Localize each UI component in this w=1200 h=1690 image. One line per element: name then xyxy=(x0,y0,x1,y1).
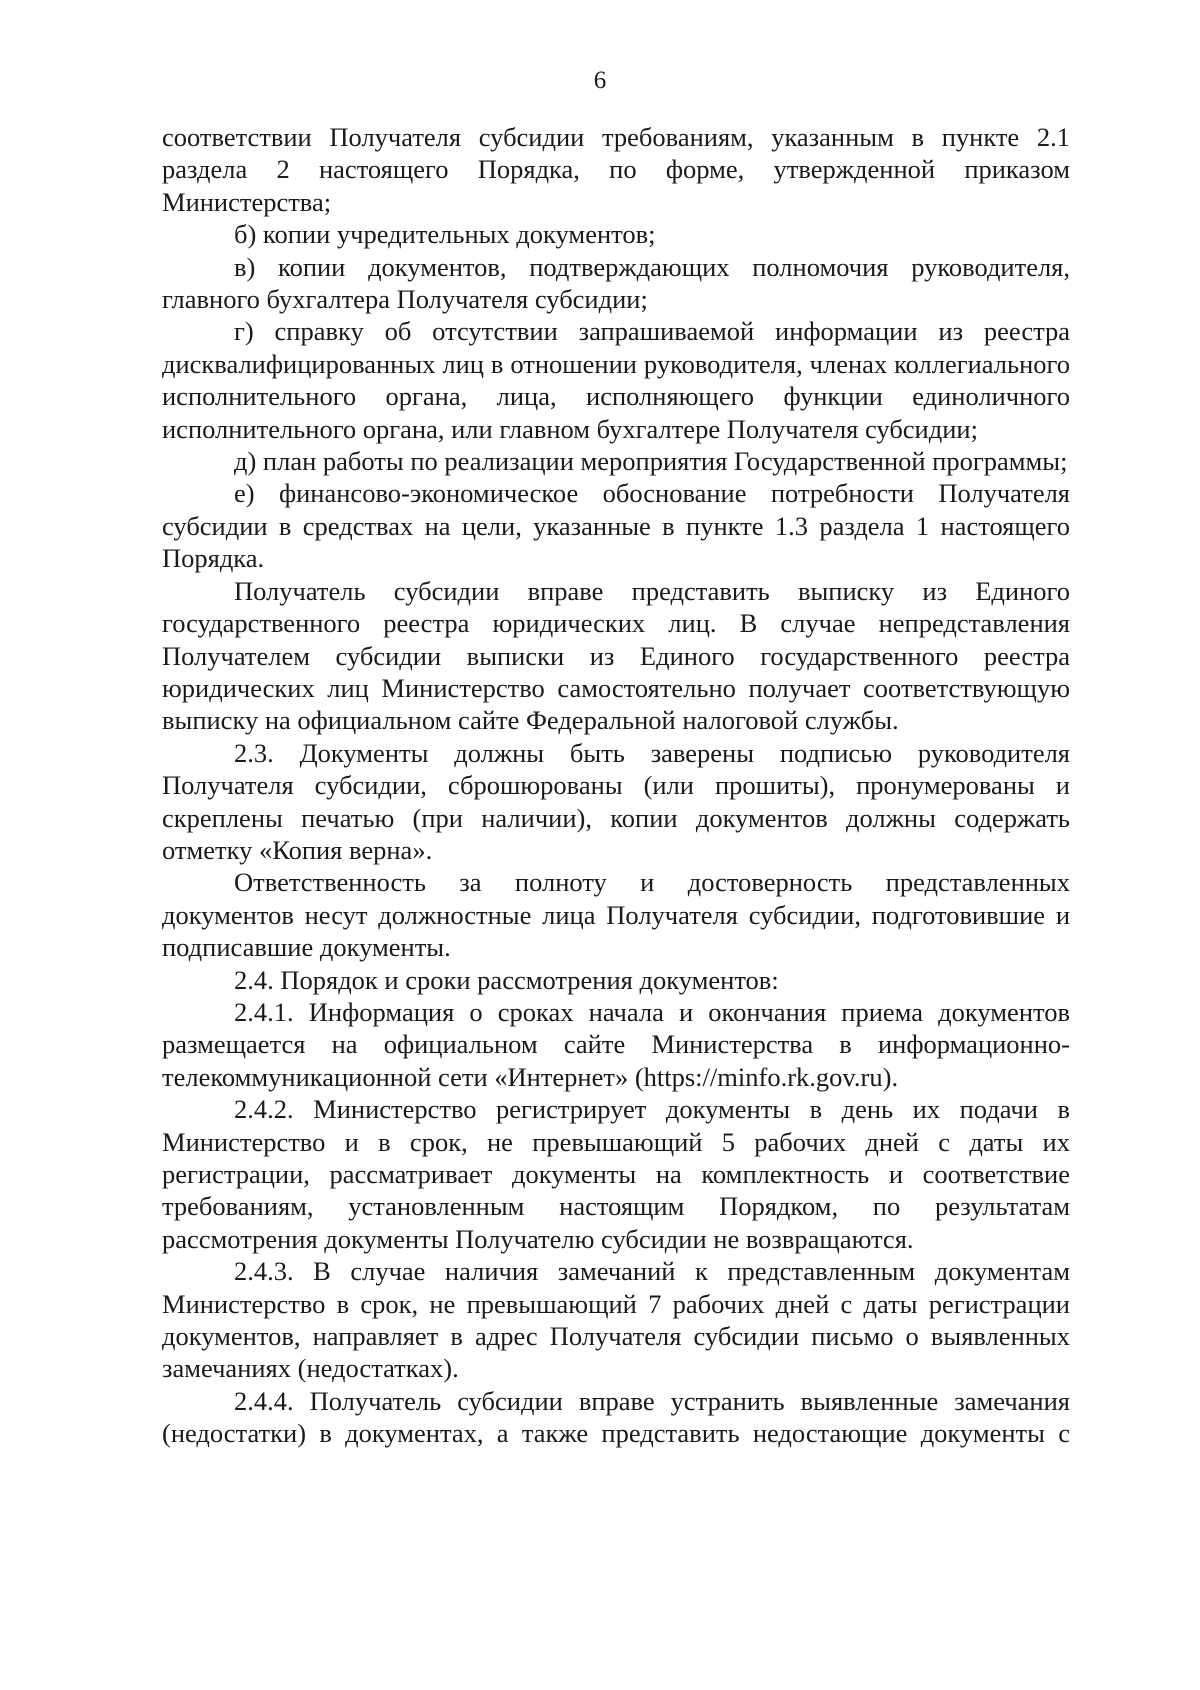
document-body xyxy=(162,121,1070,1450)
list-item-g: г) справку об отсутствии запрашиваемой информации из реестра дисквалифицированных лиц в отношении руководителя, членах коллегиального исполнительного органа, лица, исполняющего функции единоличного исполнительного органа, или главном бухгалтере Получателя субсидии; xyxy=(162,316,1070,444)
paragraph-responsibility: Ответственность за полноту и достоверность представленных документов несут должностные лица Получателя субсидии, подготовившие и подписавшие документы. xyxy=(162,867,1070,963)
list-item-v: в) копии документов, подтверждающих полномочия руководителя, главного бухгалтера Получателя субсидии; xyxy=(162,251,1070,315)
paragraph-continuation: соответствии Получателя субсидии требованиям, указанным в пункте 2.1 раздела 2 настоящего Порядка, по форме, утвержденной приказом Министерства; xyxy=(162,122,1070,217)
list-item-d: д) план работы по реализации мероприятия Государственной программы; xyxy=(234,446,1068,477)
paragraph-2-4-3: 2.4.3. В случае наличия замечаний к представленным документам Министерство в срок, не превышающий 7 рабочих дней с даты регистрации документов, направляет в адрес Получателя субсидии письмо о выявленных замечаниях (недостатках). xyxy=(162,1256,1070,1384)
page-number: 6 xyxy=(593,67,607,94)
section-heading-2-4: 2.4. Порядок и сроки рассмотрения документов: xyxy=(234,964,779,995)
paragraph-2-3: 2.3. Документы должны быть заверены подписью руководителя Получателя субсидии, сброшюрованы (или прошиты), пронумерованы и скреплены печатью (при наличии), копии документов должны содержать отметку «Копия верна». xyxy=(162,737,1070,865)
list-item-b: б) копии учредительных документов; xyxy=(234,219,656,250)
paragraph-2-4-4: 2.4.4. Получатель субсидии вправе устранить выявленные замечания (недостатки) в документах, а также представить недостающие документы с xyxy=(162,1385,1070,1449)
paragraph-2-4-2: 2.4.2. Министерство регистрирует документы в день их подачи в Министерство и в срок, не превышающий 5 рабочих дней с даты их регистрации, рассматривает документы на комплектность и соответствие требованиям, установленным настоящим Порядком, по результатам рассмотрения документы Получателю субсидии не возвращаются. xyxy=(162,1094,1070,1254)
paragraph-2-4-1: 2.4.1. Информация о сроках начала и окончания приема документов размещается на официальном сайте Министерства в информационно-телекоммуникационной сети «Интернет» (https://minfo.rk.gov.ru). xyxy=(162,996,1070,1092)
paragraph-egrul-extract: Получатель субсидии вправе представить выписку из Единого государственного реестра юридических лиц. В случае непредставления Получателем субсидии выписки из Единого государственного реестра юридических лиц Министерство самостоятельно получает соответствующую выписку на официальном сайте Федеральной налоговой службы. xyxy=(162,575,1070,736)
list-item-e: е) финансово-экономическое обоснование потребности Получателя субсидии в средствах на цели, указанные в пункте 1.3 раздела 1 настоящего Порядка. xyxy=(162,478,1070,574)
